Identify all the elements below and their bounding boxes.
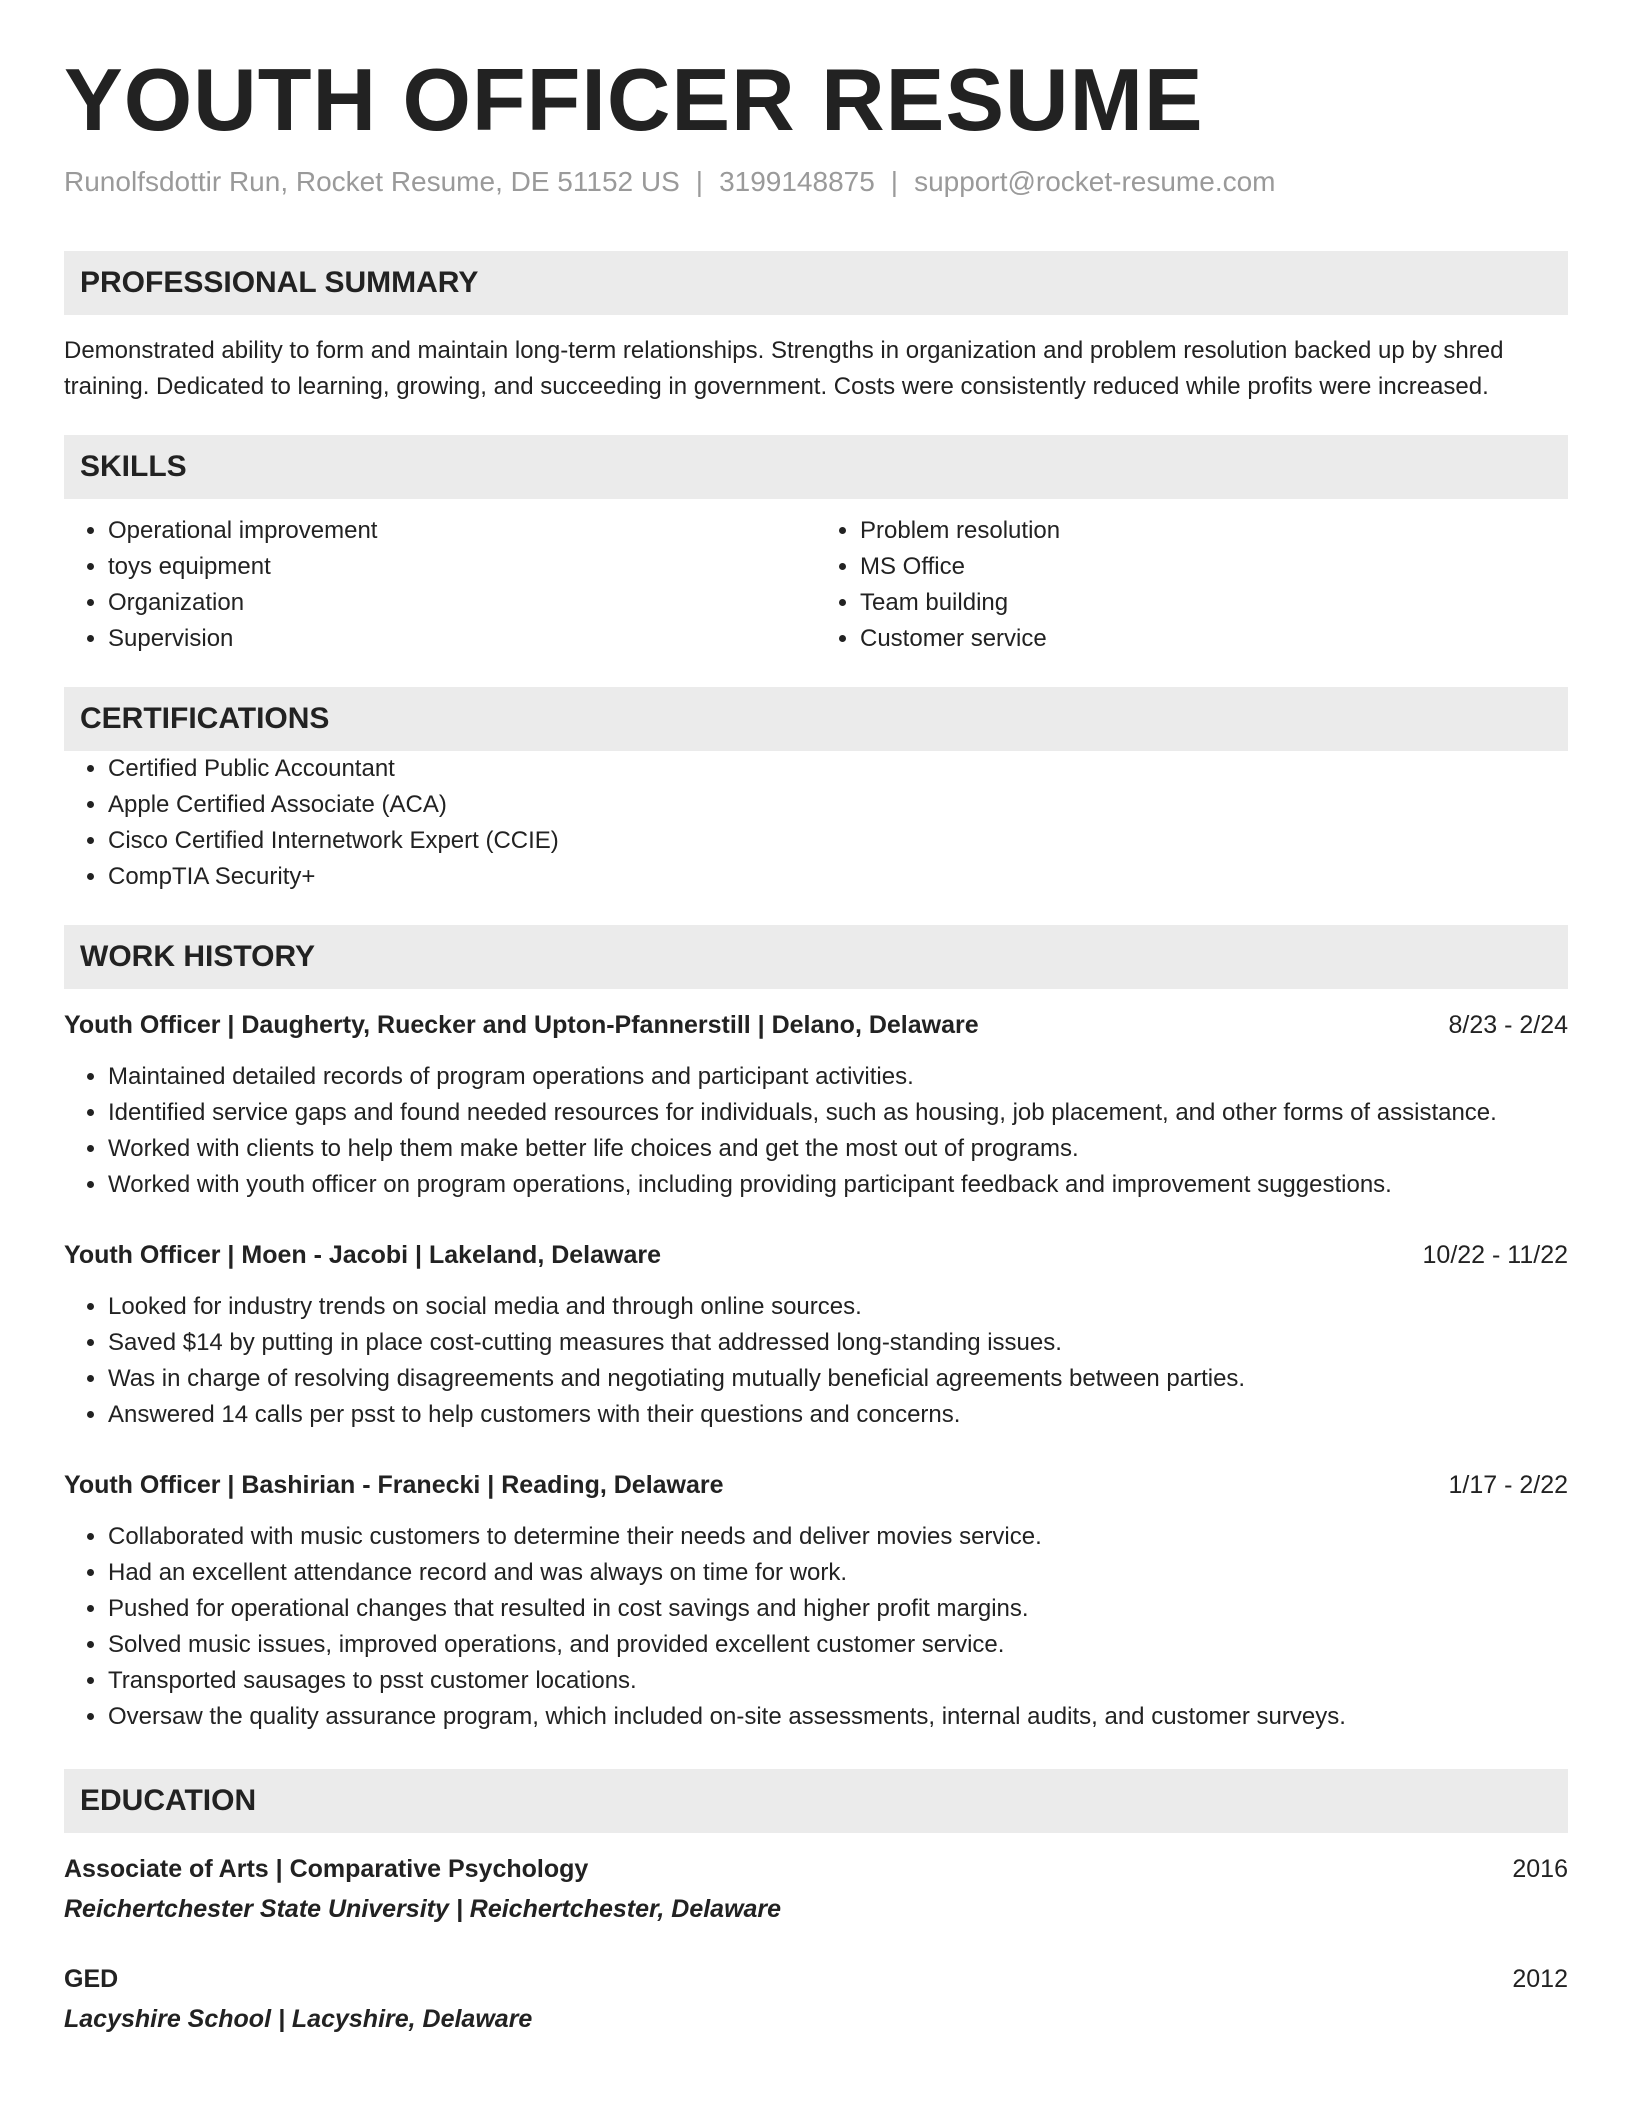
education-entry [64,1961,1568,2037]
education-year: 2012 [1512,1965,1568,1994]
section-header-work-history: WORK HISTORY [64,925,1568,989]
contact-email: support@rocket-resume.com [914,166,1276,197]
skill-item: • MS Office [860,549,1568,585]
skill-item: • toys equipment [108,549,816,585]
contact-separator: | [890,166,899,197]
contact-line [64,162,1568,201]
education-year: 2016 [1512,1855,1568,1884]
skills-columns [64,513,1568,657]
job-dates: 8/23 - 2/24 [1448,1011,1568,1040]
section-header-summary: PROFESSIONAL SUMMARY [64,251,1568,315]
job-header [64,1237,1568,1273]
certifications-list [64,751,1568,895]
job-bullets [64,1289,1568,1433]
job-bullet: • Identified service gaps and found needed resources for individuals, such as housing, job placement, and other forms of assistance. [108,1095,1568,1131]
education-degree: GED [64,1965,119,1994]
job-bullet: • Had an excellent attendance record and was always on time for work. [108,1555,1568,1591]
job-bullet: • Saved $14 by putting in place cost-cutting measures that addressed long-standing issues. [108,1325,1568,1361]
job-bullet: • Looked for industry trends on social media and through online sources. [108,1289,1568,1325]
certification-item: • Certified Public Accountant [108,751,1568,787]
contact-address: Runolfsdottir Run, Rocket Resume, DE 51152 US [64,166,680,197]
skill-item: • Customer service [860,621,1568,657]
section-header-certifications: CERTIFICATIONS [64,687,1568,751]
job-dates: 1/17 - 2/22 [1448,1471,1568,1500]
job-entry [64,1007,1568,1203]
education-header [64,1961,1568,1997]
skill-item: • Organization [108,585,816,621]
job-title: Youth Officer | Bashirian - Franecki | Reading, Delaware [64,1471,724,1500]
page-title: YOUTH OFFICER RESUME [64,50,1204,149]
summary-text: Demonstrated ability to form and maintain long-term relationships. Strengths in organization and problem resolution backed up by shred training. Dedicated to learning, growing, and succeeding in government. Costs were consistently reduced while profits were increased. [64,337,1504,401]
education-header [64,1851,1568,1887]
job-bullet: • Oversaw the quality assurance program, which included on-site assessments, internal audits, and customer surveys. [108,1699,1568,1735]
job-bullet: • Pushed for operational changes that resulted in cost savings and higher profit margins. [108,1591,1568,1627]
certification-item: • CompTIA Security+ [108,859,1568,895]
job-bullets [64,1059,1568,1203]
section-header-skills: SKILLS [64,435,1568,499]
skill-item: • Supervision [108,621,816,657]
job-title: Youth Officer | Moen - Jacobi | Lakeland, Delaware [64,1241,661,1270]
job-bullet: • Was in charge of resolving disagreements and negotiating mutually beneficial agreements between parties. [108,1361,1568,1397]
job-bullet: • Worked with youth officer on program operations, including providing participant feedback and improvement suggestions. [108,1167,1568,1203]
education-school: Reichertchester State University | Reichertchester, Delaware [64,1895,782,1924]
skill-item: • Team building [860,585,1568,621]
job-header [64,1467,1568,1503]
education-degree: Associate of Arts | Comparative Psychology [64,1855,589,1884]
contact-separator: | [695,166,704,197]
section-header-education: EDUCATION [64,1769,1568,1833]
certification-item: • Apple Certified Associate (ACA) [108,787,1568,823]
job-title: Youth Officer | Daugherty, Ruecker and Upton-Pfannerstill | Delano, Delaware [64,1011,979,1040]
job-header [64,1007,1568,1043]
job-dates: 10/22 - 11/22 [1422,1241,1568,1270]
job-entry [64,1467,1568,1735]
certification-item: • Cisco Certified Internetwork Expert (CCIE) [108,823,1568,859]
job-bullet: • Answered 14 calls per psst to help customers with their questions and concerns. [108,1397,1568,1433]
job-entry [64,1237,1568,1433]
job-bullet: • Collaborated with music customers to determine their needs and deliver movies service. [108,1519,1568,1555]
skill-item: • Problem resolution [860,513,1568,549]
contact-phone: 3199148875 [719,166,875,197]
job-bullet: • Maintained detailed records of program operations and participant activities. [108,1059,1568,1095]
job-bullet: • Worked with clients to help them make better life choices and get the most out of programs. [108,1131,1568,1167]
education-school: Lacyshire School | Lacyshire, Delaware [64,2005,533,2034]
job-bullet: • Solved music issues, improved operations, and provided excellent customer service. [108,1627,1568,1663]
skills-list-left [64,513,816,657]
skill-item: • Operational improvement [108,513,816,549]
job-bullets [64,1519,1568,1735]
education-entry [64,1851,1568,1927]
job-bullet: • Transported sausages to psst customer locations. [108,1663,1568,1699]
skills-list-right [816,513,1568,657]
